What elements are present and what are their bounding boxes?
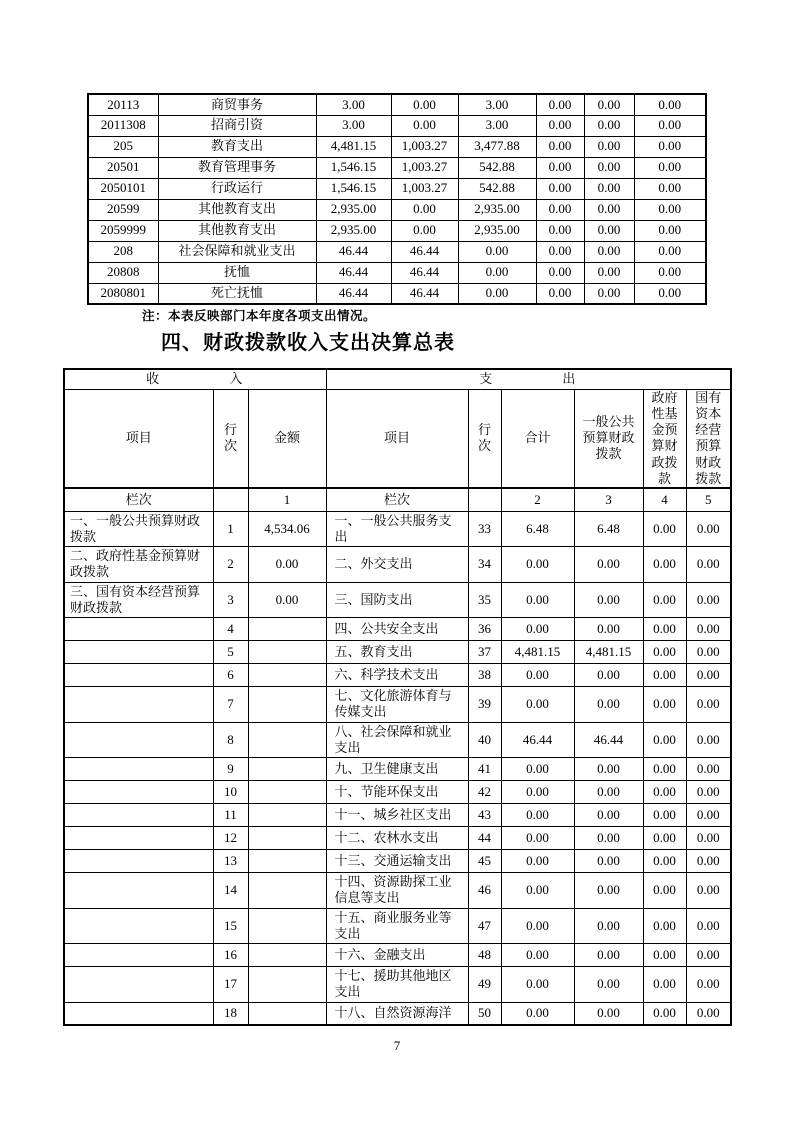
table-row bbox=[64, 1002, 731, 1025]
income-project-cell bbox=[64, 944, 213, 967]
general-budget-cell: 0.00 bbox=[574, 582, 643, 618]
expense-line-cell: 42 bbox=[468, 781, 501, 804]
general-budget-cell: 46.44 bbox=[574, 722, 643, 758]
income-amount-cell bbox=[248, 967, 326, 1003]
gov-fund-cell: 0.00 bbox=[643, 850, 686, 873]
expense-project-cell: 四、公共安全支出 bbox=[326, 618, 468, 641]
amount-cell: 0.00 bbox=[536, 115, 584, 136]
amount-cell: 0.00 bbox=[584, 241, 634, 262]
amount-cell: 1,003.27 bbox=[391, 136, 458, 157]
income-amount-cell: 4,534.06 bbox=[248, 511, 326, 547]
general-budget-cell: 6.48 bbox=[574, 511, 643, 547]
table-row bbox=[88, 94, 706, 115]
state-capital-cell: 0.00 bbox=[686, 804, 731, 827]
expense-project-cell: 六、科学技术支出 bbox=[326, 664, 468, 687]
expense-project-cell: 十七、援助其他地区支出 bbox=[326, 967, 468, 1003]
total-cell: 0.00 bbox=[501, 908, 574, 944]
income-amount-cell bbox=[248, 944, 326, 967]
gov-fund-cell: 0.00 bbox=[643, 908, 686, 944]
amount-cell: 46.44 bbox=[391, 283, 458, 304]
state-capital-cell: 0.00 bbox=[686, 850, 731, 873]
expense-project-cell: 十一、城乡社区支出 bbox=[326, 804, 468, 827]
expense-line-cell: 40 bbox=[468, 722, 501, 758]
income-project-cell bbox=[64, 908, 213, 944]
income-amount-cell bbox=[248, 687, 326, 723]
income-amount-cell bbox=[248, 1002, 326, 1025]
general-budget-cell: 0.00 bbox=[574, 618, 643, 641]
total-cell: 0.00 bbox=[501, 758, 574, 781]
gov-fund-cell: 0.00 bbox=[643, 547, 686, 583]
income-amount-cell bbox=[248, 850, 326, 873]
income-amount-cell: 0.00 bbox=[248, 547, 326, 583]
state-capital-cell: 0.00 bbox=[686, 582, 731, 618]
index-cell bbox=[468, 488, 501, 511]
amount-cell: 1,003.27 bbox=[391, 178, 458, 199]
table-row bbox=[88, 241, 706, 262]
expense-project-cell: 七、文化旅游体育与传媒支出 bbox=[326, 687, 468, 723]
table-row bbox=[64, 511, 731, 547]
table-row bbox=[88, 136, 706, 157]
table-row bbox=[88, 199, 706, 220]
table-row bbox=[64, 582, 731, 618]
income-amount-cell bbox=[248, 827, 326, 850]
gov-fund-cell: 0.00 bbox=[643, 511, 686, 547]
table-row bbox=[64, 758, 731, 781]
expenditure-continuation-table bbox=[87, 93, 707, 305]
general-budget-cell: 0.00 bbox=[574, 804, 643, 827]
amount-cell: 0.00 bbox=[584, 178, 634, 199]
income-line-cell: 16 bbox=[213, 944, 248, 967]
gov-fund-cell: 0.00 bbox=[643, 582, 686, 618]
amount-cell: 0.00 bbox=[584, 115, 634, 136]
total-cell: 0.00 bbox=[501, 944, 574, 967]
state-capital-cell: 0.00 bbox=[686, 944, 731, 967]
table-row bbox=[64, 547, 731, 583]
gov-fund-cell: 0.00 bbox=[643, 1002, 686, 1025]
table-row bbox=[64, 722, 731, 758]
amount-cell: 0.00 bbox=[584, 136, 634, 157]
income-line-cell: 15 bbox=[213, 908, 248, 944]
income-line-cell: 14 bbox=[213, 873, 248, 909]
amount-cell: 4,481.15 bbox=[316, 136, 391, 157]
total-cell: 0.00 bbox=[501, 827, 574, 850]
general-budget-cell: 0.00 bbox=[574, 967, 643, 1003]
amount-cell: 0.00 bbox=[536, 283, 584, 304]
income-line-cell: 11 bbox=[213, 804, 248, 827]
gov-fund-cell: 0.00 bbox=[643, 781, 686, 804]
subject-name-cell: 死亡抚恤 bbox=[158, 283, 316, 304]
code-cell: 20808 bbox=[88, 262, 158, 283]
state-capital-cell: 0.00 bbox=[686, 664, 731, 687]
state-capital-cell: 0.00 bbox=[686, 967, 731, 1003]
table-row bbox=[88, 283, 706, 304]
subject-name-cell: 抚恤 bbox=[158, 262, 316, 283]
general-budget-cell: 0.00 bbox=[574, 758, 643, 781]
income-project-cell: 二、政府性基金预算财政拨款 bbox=[64, 547, 213, 583]
column-index-row bbox=[64, 488, 731, 511]
general-budget-cell: 0.00 bbox=[574, 944, 643, 967]
state-capital-cell: 0.00 bbox=[686, 722, 731, 758]
income-line-cell: 7 bbox=[213, 687, 248, 723]
amount-cell: 0.00 bbox=[634, 178, 706, 199]
amount-cell: 542.88 bbox=[458, 178, 536, 199]
income-project-cell: 一、一般公共预算财政拨款 bbox=[64, 511, 213, 547]
income-amount-cell bbox=[248, 641, 326, 664]
amount-cell: 0.00 bbox=[634, 136, 706, 157]
subject-name-cell: 招商引资 bbox=[158, 115, 316, 136]
table-row bbox=[64, 618, 731, 641]
general-budget-cell: 0.00 bbox=[574, 687, 643, 723]
amount-cell: 2,935.00 bbox=[458, 199, 536, 220]
general-budget-cell: 0.00 bbox=[574, 664, 643, 687]
income-line-cell: 18 bbox=[213, 1002, 248, 1025]
amount-cell: 46.44 bbox=[316, 283, 391, 304]
amount-cell: 46.44 bbox=[316, 262, 391, 283]
amount-cell: 46.44 bbox=[391, 262, 458, 283]
subject-name-cell: 教育管理事务 bbox=[158, 157, 316, 178]
total-cell: 4,481.15 bbox=[501, 641, 574, 664]
table-row bbox=[64, 967, 731, 1003]
gov-fund-cell: 0.00 bbox=[643, 967, 686, 1003]
expense-line-cell: 35 bbox=[468, 582, 501, 618]
gov-fund-cell: 0.00 bbox=[643, 618, 686, 641]
gov-fund-cell: 0.00 bbox=[643, 758, 686, 781]
gov-fund-cell: 0.00 bbox=[643, 873, 686, 909]
total-cell: 0.00 bbox=[501, 582, 574, 618]
state-capital-cell: 0.00 bbox=[686, 1002, 731, 1025]
state-capital-cell: 0.00 bbox=[686, 758, 731, 781]
index-cell bbox=[213, 488, 248, 511]
subject-name-cell: 行政运行 bbox=[158, 178, 316, 199]
expense-project-cell: 十五、商业服务业等支出 bbox=[326, 908, 468, 944]
col-header-expense-line: 行次 bbox=[468, 389, 501, 488]
col-header-income-project: 项目 bbox=[64, 389, 213, 488]
amount-cell: 0.00 bbox=[458, 241, 536, 262]
subject-name-cell: 教育支出 bbox=[158, 136, 316, 157]
table-row bbox=[64, 664, 731, 687]
amount-cell: 0.00 bbox=[536, 220, 584, 241]
general-budget-cell: 0.00 bbox=[574, 1002, 643, 1025]
state-capital-cell: 0.00 bbox=[686, 547, 731, 583]
amount-cell: 1,003.27 bbox=[391, 157, 458, 178]
amount-cell: 3.00 bbox=[316, 94, 391, 115]
income-project-cell bbox=[64, 1002, 213, 1025]
expense-line-cell: 50 bbox=[468, 1002, 501, 1025]
expense-line-cell: 45 bbox=[468, 850, 501, 873]
expense-line-cell: 47 bbox=[468, 908, 501, 944]
page-number: 7 bbox=[393, 1038, 401, 1053]
table-row bbox=[64, 850, 731, 873]
income-line-cell: 4 bbox=[213, 618, 248, 641]
amount-cell: 3.00 bbox=[316, 115, 391, 136]
gov-fund-cell: 0.00 bbox=[643, 944, 686, 967]
index-cell: 1 bbox=[248, 488, 326, 511]
total-cell: 46.44 bbox=[501, 722, 574, 758]
col-header-state-capital-budget: 国有资本经营预算财政拨款 bbox=[686, 389, 731, 488]
code-cell: 20501 bbox=[88, 157, 158, 178]
general-budget-cell: 4,481.15 bbox=[574, 641, 643, 664]
expense-line-cell: 48 bbox=[468, 944, 501, 967]
index-cell: 2 bbox=[501, 488, 574, 511]
amount-cell: 0.00 bbox=[634, 241, 706, 262]
table-row bbox=[64, 804, 731, 827]
total-cell: 0.00 bbox=[501, 687, 574, 723]
total-cell: 0.00 bbox=[501, 1002, 574, 1025]
expense-project-cell: 八、社会保障和就业支出 bbox=[326, 722, 468, 758]
income-project-cell bbox=[64, 641, 213, 664]
code-cell: 20599 bbox=[88, 199, 158, 220]
amount-cell: 0.00 bbox=[536, 199, 584, 220]
gov-fund-cell: 0.00 bbox=[643, 804, 686, 827]
code-cell: 20113 bbox=[88, 94, 158, 115]
total-cell: 0.00 bbox=[501, 781, 574, 804]
income-line-cell: 13 bbox=[213, 850, 248, 873]
amount-cell: 3.00 bbox=[458, 115, 536, 136]
income-line-cell: 9 bbox=[213, 758, 248, 781]
income-project-cell bbox=[64, 722, 213, 758]
amount-cell: 3,477.88 bbox=[458, 136, 536, 157]
col-header-general-budget: 一般公共预算财政拨款 bbox=[574, 389, 643, 488]
table-row bbox=[64, 641, 731, 664]
general-budget-cell: 0.00 bbox=[574, 908, 643, 944]
fiscal-appropriation-summary-table bbox=[63, 368, 732, 1026]
amount-cell: 0.00 bbox=[584, 262, 634, 283]
amount-cell: 0.00 bbox=[584, 283, 634, 304]
income-line-cell: 1 bbox=[213, 511, 248, 547]
total-cell: 6.48 bbox=[501, 511, 574, 547]
income-amount-cell bbox=[248, 804, 326, 827]
table-row bbox=[88, 115, 706, 136]
index-cell: 3 bbox=[574, 488, 643, 511]
table-note: 注：本表反映部门本年度各项支出情况。 bbox=[142, 308, 377, 323]
expense-project-cell: 十二、农林水支出 bbox=[326, 827, 468, 850]
general-budget-cell: 0.00 bbox=[574, 873, 643, 909]
amount-cell: 1,546.15 bbox=[316, 178, 391, 199]
amount-cell: 0.00 bbox=[584, 94, 634, 115]
expense-project-cell: 十八、自然资源海洋 bbox=[326, 1002, 468, 1025]
table-row bbox=[64, 873, 731, 909]
state-capital-cell: 0.00 bbox=[686, 781, 731, 804]
state-capital-cell: 0.00 bbox=[686, 641, 731, 664]
total-cell: 0.00 bbox=[501, 804, 574, 827]
income-amount-cell bbox=[248, 758, 326, 781]
total-cell: 0.00 bbox=[501, 850, 574, 873]
amount-cell: 0.00 bbox=[458, 262, 536, 283]
table-row bbox=[64, 944, 731, 967]
expense-line-cell: 37 bbox=[468, 641, 501, 664]
expense-line-cell: 41 bbox=[468, 758, 501, 781]
expense-project-cell: 二、外交支出 bbox=[326, 547, 468, 583]
expense-group-header: 支 出 bbox=[326, 369, 731, 389]
income-project-cell bbox=[64, 873, 213, 909]
amount-cell: 3.00 bbox=[458, 94, 536, 115]
income-project-cell bbox=[64, 804, 213, 827]
amount-cell: 46.44 bbox=[316, 241, 391, 262]
general-budget-cell: 0.00 bbox=[574, 781, 643, 804]
state-capital-cell: 0.00 bbox=[686, 511, 731, 547]
general-budget-cell: 0.00 bbox=[574, 827, 643, 850]
amount-cell: 0.00 bbox=[536, 94, 584, 115]
income-amount-cell bbox=[248, 618, 326, 641]
income-project-cell bbox=[64, 827, 213, 850]
total-cell: 0.00 bbox=[501, 618, 574, 641]
income-line-cell: 6 bbox=[213, 664, 248, 687]
expense-line-cell: 38 bbox=[468, 664, 501, 687]
expense-line-cell: 39 bbox=[468, 687, 501, 723]
amount-cell: 0.00 bbox=[634, 262, 706, 283]
code-cell: 2059999 bbox=[88, 220, 158, 241]
amount-cell: 0.00 bbox=[391, 115, 458, 136]
group-header-row bbox=[64, 369, 731, 389]
expense-line-cell: 44 bbox=[468, 827, 501, 850]
table-row bbox=[64, 908, 731, 944]
income-line-cell: 10 bbox=[213, 781, 248, 804]
total-cell: 0.00 bbox=[501, 547, 574, 583]
code-cell: 2050101 bbox=[88, 178, 158, 199]
amount-cell: 0.00 bbox=[536, 157, 584, 178]
income-project-cell bbox=[64, 664, 213, 687]
code-cell: 205 bbox=[88, 136, 158, 157]
subject-name-cell: 其他教育支出 bbox=[158, 199, 316, 220]
general-budget-cell: 0.00 bbox=[574, 547, 643, 583]
income-line-cell: 12 bbox=[213, 827, 248, 850]
amount-cell: 0.00 bbox=[391, 220, 458, 241]
table-row bbox=[88, 220, 706, 241]
amount-cell: 542.88 bbox=[458, 157, 536, 178]
amount-cell: 2,935.00 bbox=[316, 220, 391, 241]
index-cell: 5 bbox=[686, 488, 731, 511]
gov-fund-cell: 0.00 bbox=[643, 664, 686, 687]
column-header-row bbox=[64, 389, 731, 488]
income-line-cell: 17 bbox=[213, 967, 248, 1003]
subject-name-cell: 商贸事务 bbox=[158, 94, 316, 115]
amount-cell: 0.00 bbox=[634, 199, 706, 220]
amount-cell: 0.00 bbox=[536, 178, 584, 199]
amount-cell: 0.00 bbox=[634, 94, 706, 115]
amount-cell: 0.00 bbox=[536, 262, 584, 283]
gov-fund-cell: 0.00 bbox=[643, 687, 686, 723]
income-line-cell: 3 bbox=[213, 582, 248, 618]
col-header-income-line: 行次 bbox=[213, 389, 248, 488]
code-cell: 208 bbox=[88, 241, 158, 262]
income-amount-cell bbox=[248, 781, 326, 804]
expense-project-cell: 一、一般公共服务支出 bbox=[326, 511, 468, 547]
income-project-cell bbox=[64, 850, 213, 873]
amount-cell: 0.00 bbox=[634, 220, 706, 241]
income-project-cell bbox=[64, 687, 213, 723]
income-amount-cell: 0.00 bbox=[248, 582, 326, 618]
expense-line-cell: 49 bbox=[468, 967, 501, 1003]
col-header-amount: 金额 bbox=[248, 389, 326, 488]
expense-line-cell: 34 bbox=[468, 547, 501, 583]
table-row bbox=[64, 687, 731, 723]
section-title: 四、财政拨款收入支出决算总表 bbox=[161, 330, 455, 354]
income-line-cell: 5 bbox=[213, 641, 248, 664]
subject-name-cell: 社会保障和就业支出 bbox=[158, 241, 316, 262]
income-amount-cell bbox=[248, 722, 326, 758]
amount-cell: 0.00 bbox=[458, 283, 536, 304]
amount-cell: 0.00 bbox=[391, 94, 458, 115]
table-row bbox=[88, 178, 706, 199]
state-capital-cell: 0.00 bbox=[686, 687, 731, 723]
expense-project-cell: 五、教育支出 bbox=[326, 641, 468, 664]
state-capital-cell: 0.00 bbox=[686, 908, 731, 944]
code-cell: 2011308 bbox=[88, 115, 158, 136]
income-project-cell bbox=[64, 967, 213, 1003]
amount-cell: 0.00 bbox=[584, 220, 634, 241]
amount-cell: 0.00 bbox=[584, 157, 634, 178]
income-project-cell: 三、国有资本经营预算财政拨款 bbox=[64, 582, 213, 618]
table-row bbox=[88, 157, 706, 178]
expense-project-cell: 十三、交通运输支出 bbox=[326, 850, 468, 873]
amount-cell: 0.00 bbox=[634, 283, 706, 304]
income-amount-cell bbox=[248, 664, 326, 687]
expense-project-cell: 十四、资源勘探工业信息等支出 bbox=[326, 873, 468, 909]
amount-cell: 0.00 bbox=[634, 115, 706, 136]
total-cell: 0.00 bbox=[501, 967, 574, 1003]
income-group-header: 收 入 bbox=[64, 369, 326, 389]
income-line-cell: 8 bbox=[213, 722, 248, 758]
income-project-cell bbox=[64, 618, 213, 641]
expense-line-cell: 43 bbox=[468, 804, 501, 827]
state-capital-cell: 0.00 bbox=[686, 873, 731, 909]
gov-fund-cell: 0.00 bbox=[643, 827, 686, 850]
subject-name-cell: 其他教育支出 bbox=[158, 220, 316, 241]
amount-cell: 0.00 bbox=[634, 157, 706, 178]
expense-project-cell: 十、节能环保支出 bbox=[326, 781, 468, 804]
general-budget-cell: 0.00 bbox=[574, 850, 643, 873]
amount-cell: 0.00 bbox=[391, 199, 458, 220]
table-row bbox=[88, 262, 706, 283]
index-cell: 栏次 bbox=[64, 488, 213, 511]
income-amount-cell bbox=[248, 908, 326, 944]
expense-project-cell: 十六、金融支出 bbox=[326, 944, 468, 967]
expense-project-cell: 九、卫生健康支出 bbox=[326, 758, 468, 781]
amount-cell: 0.00 bbox=[536, 241, 584, 262]
total-cell: 0.00 bbox=[501, 664, 574, 687]
amount-cell: 1,546.15 bbox=[316, 157, 391, 178]
expense-line-cell: 33 bbox=[468, 511, 501, 547]
income-project-cell bbox=[64, 758, 213, 781]
amount-cell: 0.00 bbox=[584, 199, 634, 220]
expense-line-cell: 46 bbox=[468, 873, 501, 909]
index-cell: 栏次 bbox=[326, 488, 468, 511]
amount-cell: 2,935.00 bbox=[316, 199, 391, 220]
income-project-cell bbox=[64, 781, 213, 804]
index-cell: 4 bbox=[643, 488, 686, 511]
amount-cell: 46.44 bbox=[391, 241, 458, 262]
col-header-total: 合计 bbox=[501, 389, 574, 488]
gov-fund-cell: 0.00 bbox=[643, 641, 686, 664]
gov-fund-cell: 0.00 bbox=[643, 722, 686, 758]
table-row bbox=[64, 827, 731, 850]
amount-cell: 2,935.00 bbox=[458, 220, 536, 241]
code-cell: 2080801 bbox=[88, 283, 158, 304]
col-header-expense-project: 项目 bbox=[326, 389, 468, 488]
expense-project-cell: 三、国防支出 bbox=[326, 582, 468, 618]
table-row bbox=[64, 781, 731, 804]
income-line-cell: 2 bbox=[213, 547, 248, 583]
amount-cell: 0.00 bbox=[536, 136, 584, 157]
state-capital-cell: 0.00 bbox=[686, 618, 731, 641]
total-cell: 0.00 bbox=[501, 873, 574, 909]
col-header-gov-fund-budget: 政府性基金预算财政拨款 bbox=[643, 389, 686, 488]
state-capital-cell: 0.00 bbox=[686, 827, 731, 850]
expense-line-cell: 36 bbox=[468, 618, 501, 641]
income-amount-cell bbox=[248, 873, 326, 909]
